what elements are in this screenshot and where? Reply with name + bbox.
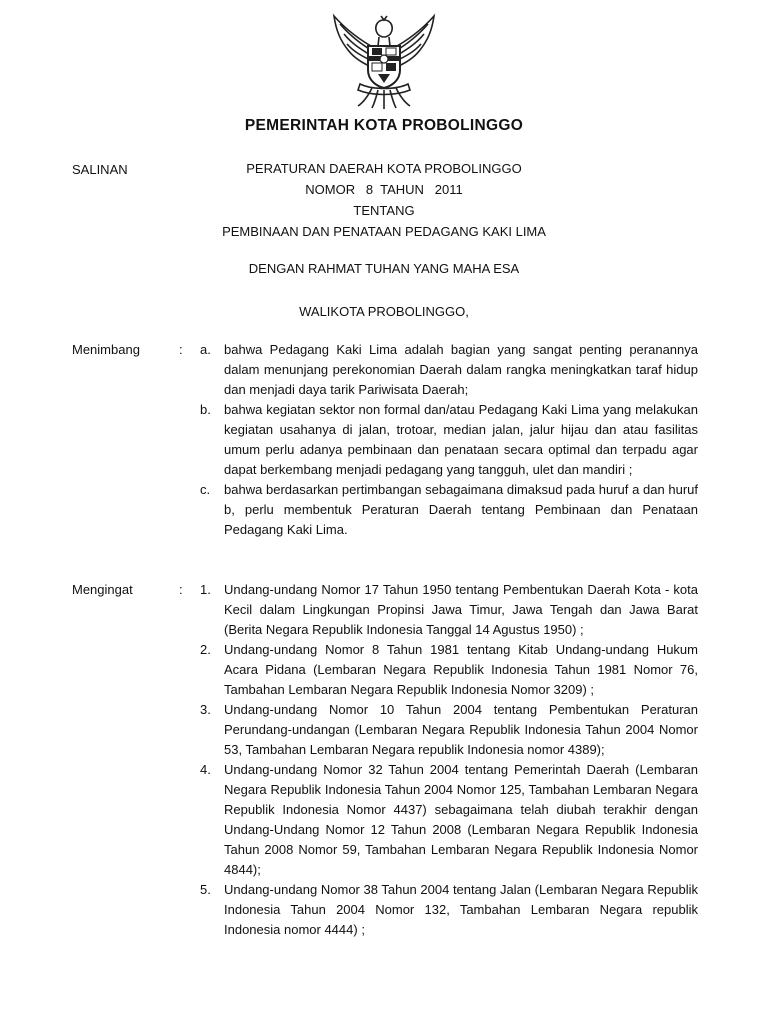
section-label: Mengingat — [72, 582, 133, 597]
regulation-number: NOMOR 8 TAHUN 2011 — [305, 182, 463, 197]
salinan-label: SALINAN — [72, 162, 128, 177]
list-item — [72, 400, 698, 480]
section-colon: : — [179, 582, 183, 597]
item-text: Undang-undang Nomor 8 Tahun 1981 tentang Kitab Undang-undang Hukum Acara Pidana (Lembaran Negara Republik Indonesia Tahun 1981 Nomor 76, Tambahan Lembaran Negara Republik Indonesia Nomor 3209) ; — [224, 642, 698, 697]
mengingat-section — [72, 580, 698, 940]
item-marker: 5. — [200, 882, 211, 897]
mayor-text: WALIKOTA PROBOLINGGO, — [299, 304, 469, 319]
regulation-heading — [150, 158, 618, 242]
item-marker: b. — [200, 402, 211, 417]
list-item — [72, 640, 698, 700]
menimbang-section — [72, 340, 698, 540]
item-text: Undang-undang Nomor 17 Tahun 1950 tentang Pembentukan Daerah Kota - kota Kecil dalam Lingkungan Propinsi Jawa Timur, Jawa Tengah dan Jawa Barat (Berita Negara Republik Indonesia Tanggal 14 Agustus 1950) ; — [224, 582, 698, 637]
blessing-line — [150, 258, 618, 279]
list-item — [72, 480, 698, 540]
item-text: Undang-undang Nomor 10 Tahun 2004 tentang Pembentukan Peraturan Perundang-undangan (Lembaran Negara Republik Indonesia Tahun 2004 Nomor 53, Tambahan Lembaran Negara republik Indonesia nomor 4389); — [224, 702, 698, 757]
section-colon: : — [179, 342, 183, 357]
item-marker: 1. — [200, 582, 211, 597]
item-text: bahwa Pedagang Kaki Lima adalah bagian yang sangat penting peranannya dalam menunjang perekonomian Daerah dalam rangka meningkatkan taraf hidup dan menjadi daya tarik Pariwisata Daerah; — [224, 342, 698, 397]
list-item — [72, 880, 698, 940]
list-item — [72, 760, 698, 880]
government-title: PEMERINTAH KOTA PROBOLINGGO — [244, 117, 524, 134]
item-marker: a. — [200, 342, 211, 357]
item-marker: c. — [200, 482, 211, 497]
item-marker: 3. — [200, 702, 211, 717]
blessing-text: DENGAN RAHMAT TUHAN YANG MAHA ESA — [248, 261, 520, 276]
garuda-emblem-icon — [328, 12, 440, 110]
mayor-line — [150, 301, 618, 322]
regulation-about: TENTANG — [353, 203, 415, 218]
list-item — [72, 580, 698, 640]
item-marker: 4. — [200, 762, 211, 777]
item-text: Undang-undang Nomor 38 Tahun 2004 tentang Jalan (Lembaran Negara Republik Indonesia Tahun 2004 Nomor 132, Tambahan Lembaran Negara republik Indonesia nomor 4444) ; — [224, 882, 698, 937]
regulation-subject: PEMBINAAN DAN PENATAAN PEDAGANG KAKI LIMA — [222, 224, 546, 239]
item-text: Undang-undang Nomor 32 Tahun 2004 tentang Pemerintah Daerah (Lembaran Negara Republik Indonesia Tahun 2004 Nomor 125, Tambahan Lembaran Negara Republik Indonesia Nomor 4437) sebagaimana telah diubah terakhir dengan Undang-Undang Nomor 12 Tahun 2008 (Lembaran Negara Republik Indonesia Tahun 2008 Nomor 59, Tambahan Lembaran Negara Republik Indonesia Nomor 4844); — [224, 762, 698, 877]
list-item — [72, 700, 698, 760]
section-label: Menimbang — [72, 342, 140, 357]
regulation-title: PERATURAN DAERAH KOTA PROBOLINGGO — [246, 161, 522, 176]
item-text: bahwa berdasarkan pertimbangan sebagaimana dimaksud pada huruf a dan huruf b, perlu membentuk Peraturan Daerah tentang Pembinaan dan Penataan Pedagang Kaki Lima. — [224, 482, 698, 537]
item-text: bahwa kegiatan sektor non formal dan/atau Pedagang Kaki Lima yang melakukan kegiatan usahanya di jalan, trotoar, median jalan, jalur hijau dan atau fasilitas umum perlu adanya pembinaan dan penataan secara optimal dan terpadu agar dapat berkembang menjadi pedagang yang tangguh, ulet dan mandiri ; — [224, 402, 698, 477]
list-item — [72, 340, 698, 400]
item-marker: 2. — [200, 642, 211, 657]
